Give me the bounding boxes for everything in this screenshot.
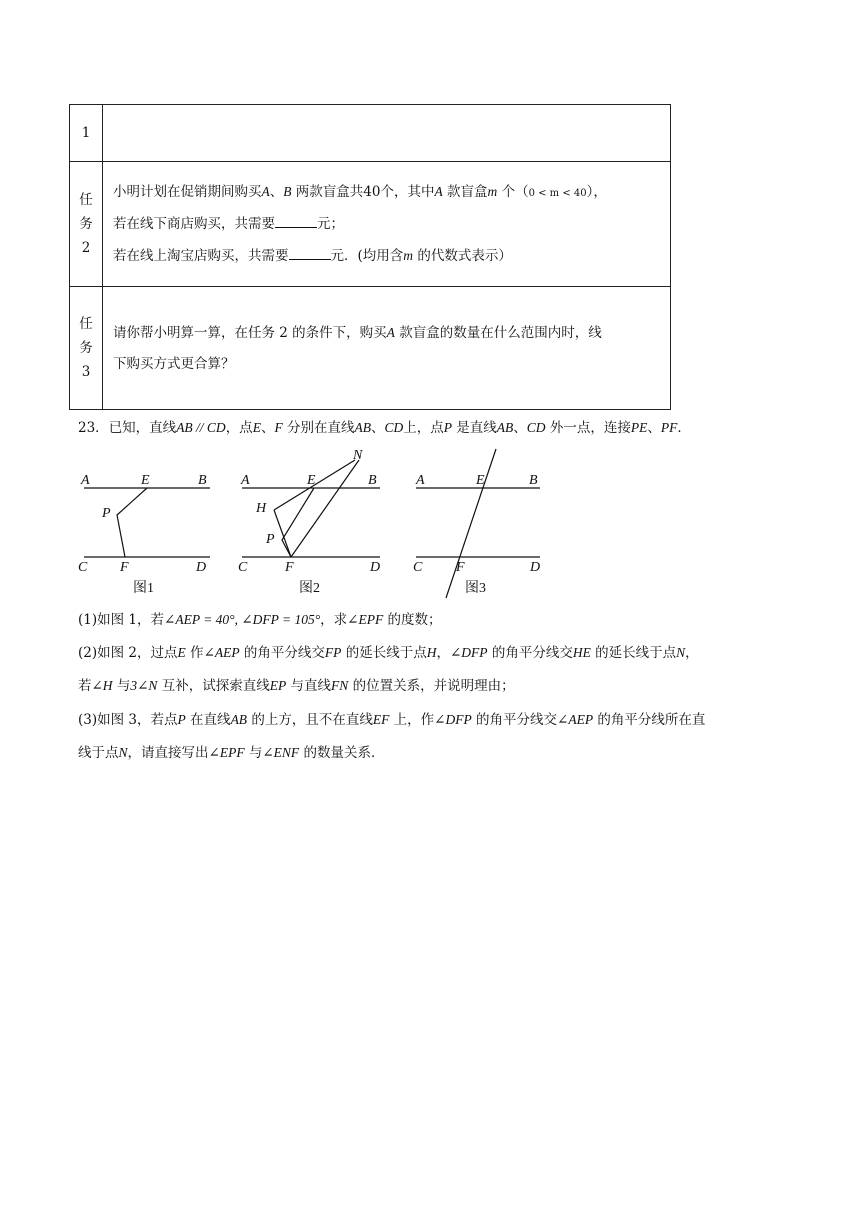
text: 与直线	[286, 678, 332, 694]
row2-label-char: 任	[79, 192, 93, 208]
text: ．	[677, 420, 691, 436]
text: 个，其中	[380, 184, 435, 200]
label-p: P	[102, 506, 111, 521]
angle-expr: ∠EPF	[347, 612, 384, 627]
var: AB	[354, 420, 371, 435]
text: (3)如图 3，若点	[78, 712, 178, 728]
var-m: m	[487, 184, 498, 199]
range: 0 < m < 40	[528, 188, 587, 199]
var-a: A	[261, 184, 270, 199]
row2-label	[70, 162, 103, 287]
label-a: A	[416, 473, 425, 488]
row2-label-char: 2	[81, 240, 91, 256]
var: PF	[660, 420, 678, 435]
var: PE	[630, 420, 648, 435]
text: 的角平分线交	[471, 712, 558, 728]
answer-blank[interactable]	[275, 213, 317, 228]
label-f: F	[285, 560, 294, 575]
text: 小明计划在促销期间购买	[113, 184, 262, 200]
text: 、	[647, 420, 661, 436]
row3-label-char: 务	[79, 340, 93, 356]
figure-2	[238, 448, 380, 596]
row1-label: 1	[70, 105, 103, 162]
row3-label-char: 3	[81, 364, 91, 380]
label-d: D	[196, 560, 207, 575]
text: 已知，直线	[108, 420, 177, 436]
var: H	[426, 645, 437, 660]
text: ，点	[225, 420, 253, 436]
text: 与	[112, 678, 131, 694]
angle-expr: 3∠N	[130, 678, 158, 693]
var: EP	[269, 678, 287, 693]
var: E	[252, 420, 261, 435]
label-e: E	[476, 473, 485, 488]
row3-line2: 下购买方式更合算？	[113, 355, 235, 372]
text: 是直线	[452, 420, 497, 436]
label-p: P	[266, 532, 275, 547]
text: 的延长线于点	[590, 645, 677, 661]
text: 、	[269, 184, 284, 200]
part-1	[78, 609, 798, 631]
text: 元．(均用含	[330, 248, 404, 264]
var: EF	[372, 712, 390, 727]
part-2-line-2	[78, 675, 798, 697]
question-number: 23．	[78, 420, 109, 436]
angle-expr: ∠ENF	[262, 745, 300, 760]
text: (2)如图 2，过点	[78, 645, 178, 661]
text: 请你帮小明算一算，在任务 2 的条件下，购买	[113, 324, 387, 341]
text: 在直线	[185, 712, 231, 728]
text: 的延长线于点	[341, 645, 427, 661]
var-a: A	[386, 324, 395, 340]
angle-expr: ∠DFP	[449, 645, 488, 660]
task-row-3	[70, 287, 671, 410]
var: HE	[572, 645, 591, 660]
text: 、	[513, 420, 527, 436]
number: 40	[363, 184, 381, 200]
label-c: C	[238, 560, 248, 575]
row2-label-char: 务	[79, 216, 93, 232]
row2-line3	[113, 240, 660, 272]
var: P	[177, 712, 186, 727]
label-b: B	[368, 473, 377, 488]
text: 与	[244, 745, 263, 761]
text: 元；	[317, 216, 344, 232]
row3-body	[103, 287, 671, 410]
label-h: H	[256, 501, 267, 516]
text: ），	[586, 184, 607, 200]
angle-expr: ∠H	[91, 678, 113, 693]
part-2	[78, 642, 798, 697]
text: ，	[685, 645, 699, 661]
segments-pe-pf	[117, 488, 147, 557]
caption-fig-1: 图1	[133, 581, 154, 596]
text: 款盲盒的数量在什么范围内时，线	[394, 324, 602, 341]
text: 的角平分线所在直	[593, 712, 706, 728]
text: 若	[78, 678, 92, 694]
var-b: B	[283, 184, 292, 199]
row3-label	[70, 287, 103, 410]
caption-fig-2: 图2	[299, 581, 320, 596]
var: F	[274, 420, 283, 435]
label-n: N	[353, 448, 363, 463]
text: 个（	[497, 184, 529, 200]
text: 上，点	[403, 420, 444, 436]
label-b: B	[529, 473, 538, 488]
text: ，求	[320, 612, 348, 628]
var: AB	[496, 420, 514, 435]
var: E	[177, 645, 186, 660]
var: CD	[384, 420, 404, 435]
row3-line1	[113, 317, 660, 349]
row2-line2	[113, 209, 660, 240]
angle-expr: ∠EPF	[208, 745, 245, 760]
label-d: D	[370, 560, 381, 575]
angle-expr: ∠AEP	[203, 645, 240, 660]
text: (1)如图 1，若	[78, 612, 165, 628]
part-2-line-1	[78, 642, 798, 664]
part-3-line-1	[78, 709, 798, 731]
angle-expr: ∠DFP	[434, 712, 472, 727]
var-m: m	[403, 248, 414, 263]
part-3	[78, 709, 798, 764]
text: 的代数式表示）	[413, 248, 512, 264]
var: P	[443, 420, 452, 435]
segment-hf	[274, 510, 291, 557]
part-3-line-2	[78, 742, 798, 764]
task-table	[69, 104, 671, 410]
text: 的度数；	[383, 612, 442, 628]
text: 两款盲盒共	[291, 184, 364, 200]
text: 互补，试探索直线	[157, 678, 270, 694]
label-a: A	[81, 473, 90, 488]
text: 作	[185, 645, 204, 661]
text: 的数量关系．	[299, 745, 385, 761]
question-23-stem	[78, 417, 798, 439]
var: N	[118, 745, 128, 760]
label-b: B	[198, 473, 207, 488]
row2-line1	[113, 176, 660, 209]
text: 线于点	[78, 745, 119, 761]
label-a: A	[241, 473, 250, 488]
text: 的角平分线交	[239, 645, 325, 661]
text: 上，作	[389, 712, 435, 728]
text: 的位置关系，并说明理由；	[348, 678, 515, 694]
var: FN	[331, 678, 349, 693]
text: ，请直接写出	[127, 745, 209, 761]
label-c: C	[413, 560, 423, 575]
label-e: E	[141, 473, 150, 488]
text: ，	[436, 645, 450, 661]
row2-body	[103, 162, 671, 287]
text: 分别在直线	[282, 420, 355, 436]
var: AB	[230, 712, 248, 727]
figure-1	[78, 473, 210, 596]
text: 若在线上淘宝店购买，共需要	[113, 248, 289, 264]
caption-fig-3: 图3	[465, 581, 486, 596]
text: 款盲盒	[442, 184, 488, 200]
label-f: F	[456, 560, 465, 575]
text: 的角平分线交	[487, 645, 573, 661]
angle-expr: ∠AEP	[557, 712, 594, 727]
text: 外一点，连接	[545, 420, 631, 436]
line-ef	[446, 449, 496, 598]
label-c: C	[78, 560, 88, 575]
var: N	[676, 645, 686, 660]
text: 、	[370, 420, 385, 436]
row3-label-char: 任	[79, 316, 93, 332]
text: 、	[260, 420, 275, 436]
task-row-2	[70, 162, 671, 287]
text: 若在线下商店购买，共需要	[113, 216, 275, 232]
parallel-expr: AB // CD	[176, 420, 226, 435]
task-row-1	[70, 105, 671, 162]
text: 的上方，且不在直线	[247, 712, 373, 728]
row1-body	[103, 105, 671, 162]
condition-expr: ∠AEP = 40°, ∠DFP = 105°	[164, 612, 321, 627]
var-a: A	[434, 184, 443, 199]
geometry-figures	[70, 446, 570, 608]
answer-blank[interactable]	[289, 245, 331, 260]
var: CD	[526, 420, 546, 435]
var: FP	[324, 645, 342, 660]
label-d: D	[530, 560, 541, 575]
figure-3	[413, 449, 540, 598]
label-f: F	[120, 560, 129, 575]
label-e: E	[307, 473, 316, 488]
